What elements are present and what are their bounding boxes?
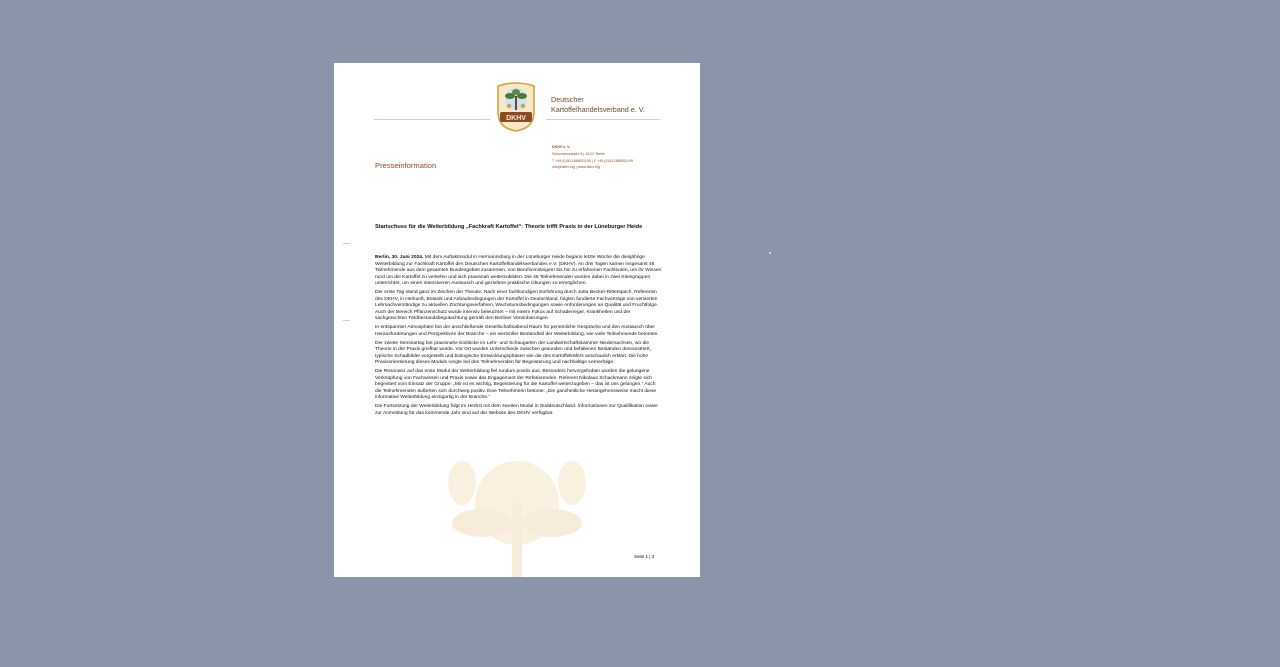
cursor-dot <box>769 252 771 254</box>
organization-name <box>551 95 645 114</box>
dateline: Berlin, 30. Juni 2024. <box>375 255 424 260</box>
paragraph-2: Der erste Tag stand ganz im Zeichen der Theorie. Nach einer fachkundigen Einführung durch Jutta Becker-Ritterspach, Referentin des DKHV, in Herkunft, Botanik und Anbaubedingungen der Kartoffel in Deutschland, folgten fundierte Fachvorträge von versierten Lehrsachverständige zu aktuellen Züchtungsverfahren, Wachstumsbedingungen sowie Anforderungen an Qualität und Fruchtfolge. Auch der Bereich Pflanzenschutz wurde intensiv beleuchtet – mit einem Fokus auf Schaderreger, Krankheiten und der sachgerechten Feldbestandsbegutachtung gemäß den Berliner Vereinbarungen. <box>375 290 659 322</box>
paragraph-1-text: Mit dem Auftaktmodul in Hermannsburg in der Lüneburger Heide begann letzte Woche die diesjährige Weiterbildung zur Fachkraft Kartoffel des Deutschen Kartoffelhandelsverbandes e.V. (DKHV). An drei Tagen kamen insgesamt 46 Teilnehmende aus dem gesamten Bundesgebiet zusammen, von Berufseinsteigern bis hin zu erfahrenen Fachleuten, um ihr Wissen rund um die Kartoffel zu vertiefen und sich praxisnah weiterzubilden. Die 46 Teilnehmenden wurden dabei in zwei Kleingruppen unterrichtet, um einen intensiveren Austausch und gezieltere praktische Übungen zu ermöglichen. <box>375 255 662 286</box>
body-text <box>375 255 662 420</box>
headline: Startschuss für die Weiterbildung „Fachkraft Kartoffel“: Theorie trifft Praxis in der Lüneburger Heide <box>375 224 643 230</box>
contact-org: DKHV e. V. <box>552 145 571 149</box>
paragraph-5: Die Resonanz auf das erste Modul der Weiterbildung fiel rundum positiv aus. Besonders hervorgehoben wurden die gelungene Verknüpfung von Fachwissen und Praxis sowie das Engagement der Referierenden. Referent Nikolaus Schackmann zeigte sich begeistert vom Einsatz der Gruppe: „Mir ist es wichtig, Begeisterung für die Kartoffel weiterzugeben – das ist uns gelungen.“ Auch die Teilnehmenden äußerten sich durchweg positiv. Eine Teilnehmerin betonte: „Die ganzheitliche Herangehensweise macht diese informative Weiterbildung einzigartig in der Branche.“ <box>375 369 657 401</box>
contact-address: Schumannstraße 5 | 10117 Berlin <box>552 151 606 156</box>
contact-block <box>552 144 633 171</box>
fold-mark-top <box>343 243 350 244</box>
watermark-plant-icon <box>442 443 592 577</box>
press-label: Presseinformation <box>375 161 437 170</box>
paragraph-4: Der zweite Seminartag bot praxisnahe Einblicke im Lehr- und Schaugarten der Landwirtschaftskammer Niedersachsen, wo die Theorie in der Praxis greifbar wurde. Vor Ort wurden Unterschiede zwischen gesunden und befallenen Beständen demonstriert, typische Schadbilder vorgestellt und biologische Entwicklungsphasen wie die des Kartoffelkäfers anschaulich erklärt. Die hohe Praxisorientierung dieses Moduls sorgte bei den Teilnehmenden für Begeisterung und nachhaltige Lernerfolge. <box>375 340 651 366</box>
logo-text: DKHV <box>506 115 526 122</box>
contact-web: info@dkhv.org | www.dkhv.org <box>552 165 600 170</box>
page-number: Seite 1 | 3 <box>634 554 655 559</box>
fold-mark-middle <box>343 320 350 321</box>
paragraph-3: In entspannter Atmosphäre bot der anschließende Gesellschaftsabend Raum für persönliche Gespräche und den Austausch über Herausforderungen und Perspektiven der Branche – ein wertvoller Bestandteil der Weiterbildung, wie viele Teilnehmende betonten. <box>375 325 659 337</box>
organization-name-line2: Kartoffelhandelsverband e. V. <box>551 104 645 114</box>
contact-phone-fax: T +49 (0)30-1868520-90 | F +49 (0)30-1868520-99 <box>552 158 633 163</box>
document-page[interactable] <box>334 63 700 577</box>
header-divider-left <box>374 119 490 120</box>
paragraph-1 <box>375 255 662 288</box>
dkhv-logo-icon <box>496 82 536 132</box>
organization-name-line1: Deutscher <box>551 95 584 104</box>
header-divider-right <box>546 119 660 120</box>
paragraph-6: Die Fortsetzung der Weiterbildung folgt im Herbst mit dem zweiten Modul in Süddeutschland. Informationen zur Qualifikation sowie zur Anmeldung für das kommende Jahr sind auf der Website des DKHV verfügbar. <box>375 404 658 416</box>
